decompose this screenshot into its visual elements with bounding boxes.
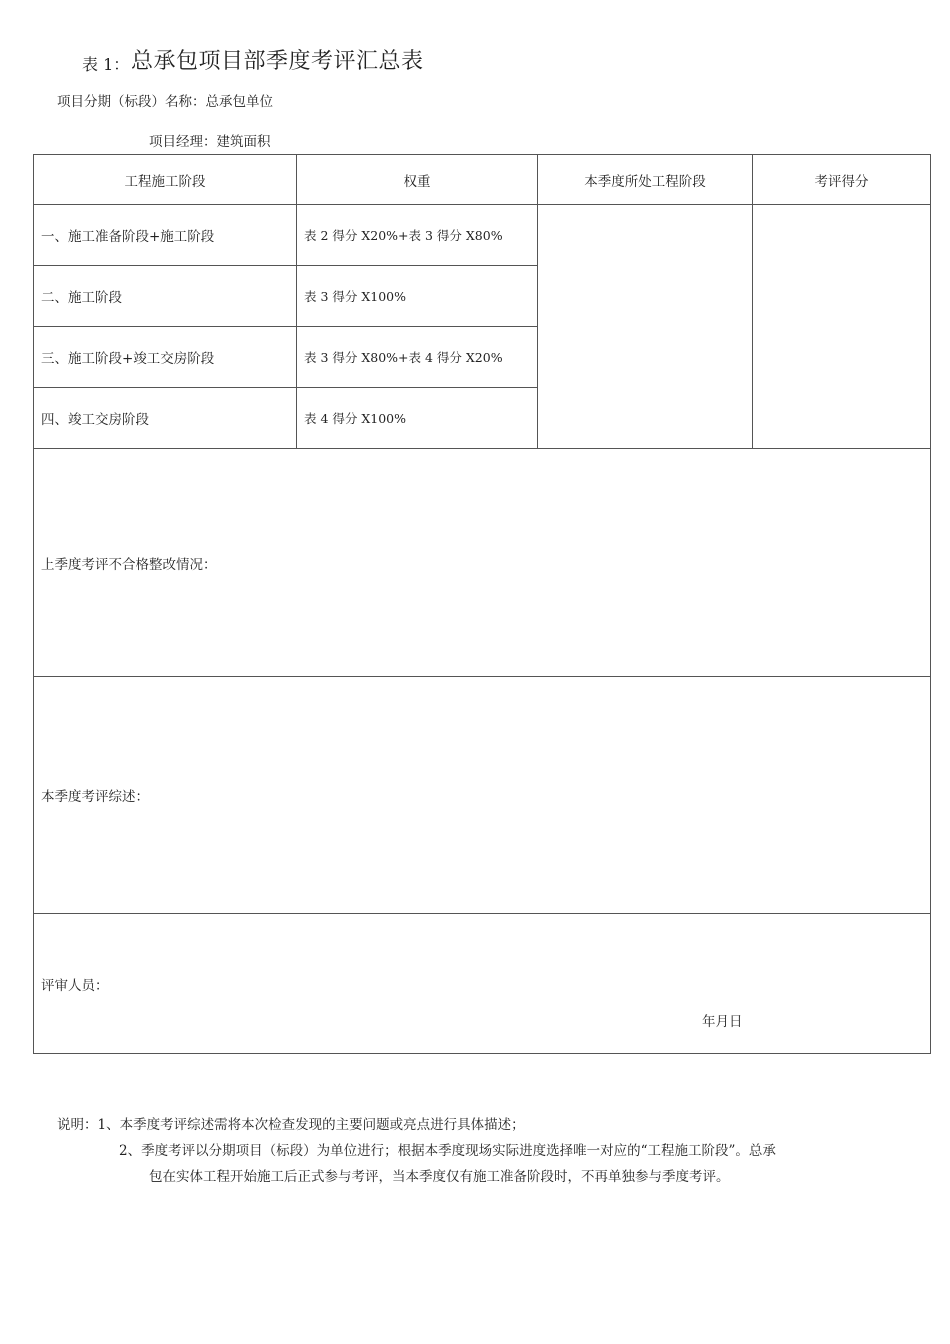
- quarter-summary-section: [34, 677, 931, 914]
- title-prefix: 表 1：: [82, 55, 130, 74]
- quarter-summary-cell[interactable]: [34, 677, 931, 914]
- page-title: 总承包项目部季度考评汇总表: [131, 49, 424, 74]
- weight-cell: 表 2 得分 X20%+表 3 得分 X80%: [297, 205, 538, 266]
- evaluation-summary-table: [33, 154, 931, 1054]
- reviewers-cell[interactable]: [34, 914, 931, 1054]
- table-row: [34, 205, 931, 266]
- weight-cell: 表 3 得分 X80%+表 4 得分 X20%: [297, 327, 538, 388]
- column-header-stage: 工程施工阶段: [34, 155, 297, 205]
- last-quarter-rectification-label: 上季度考评不合格整改情况：: [41, 556, 217, 573]
- column-header-weight: 权重: [297, 155, 538, 205]
- weight-cell: 表 3 得分 X100%: [297, 266, 538, 327]
- project-manager-line: 项目经理：建筑面积: [149, 134, 271, 150]
- last-quarter-rectification-section: [34, 449, 931, 677]
- note-line-3: 包在实体工程开始施工后正式参与考评，当本季度仅有施工准备阶段时，不再单独参与季度考评。: [149, 1169, 730, 1185]
- column-header-score: 考评得分: [753, 155, 931, 205]
- reviewers-label: 评审人员：: [41, 977, 109, 994]
- date-label: 年月日: [702, 1014, 743, 1030]
- reviewers-section: [34, 914, 931, 1054]
- stage-cell: 一、施工准备阶段+施工阶段: [34, 205, 297, 266]
- quarter-summary-label: 本季度考评综述：: [41, 789, 149, 805]
- note-line-2: 2、季度考评以分期项目（标段）为单位进行；根据本季度现场实际进度选择唯一对应的“工程施工阶段”。总承: [119, 1143, 776, 1159]
- stage-cell: 三、施工阶段+竣工交房阶段: [34, 327, 297, 388]
- weight-cell: 表 4 得分 X100%: [297, 388, 538, 449]
- score-cell[interactable]: [753, 205, 931, 449]
- stage-cell: 二、施工阶段: [34, 266, 297, 327]
- project-name-line: 项目分期（标段）名称：总承包单位: [57, 94, 273, 110]
- stage-cell: 四、竣工交房阶段: [34, 388, 297, 449]
- current-stage-cell[interactable]: [538, 205, 753, 449]
- note-line-1: 说明：1、本季度考评综述需将本次检查发现的主要问题或亮点进行具体描述；: [57, 1117, 525, 1133]
- last-quarter-rectification-cell[interactable]: [34, 449, 931, 677]
- column-header-current-stage: 本季度所处工程阶段: [538, 155, 753, 205]
- table-header-row: [34, 155, 931, 205]
